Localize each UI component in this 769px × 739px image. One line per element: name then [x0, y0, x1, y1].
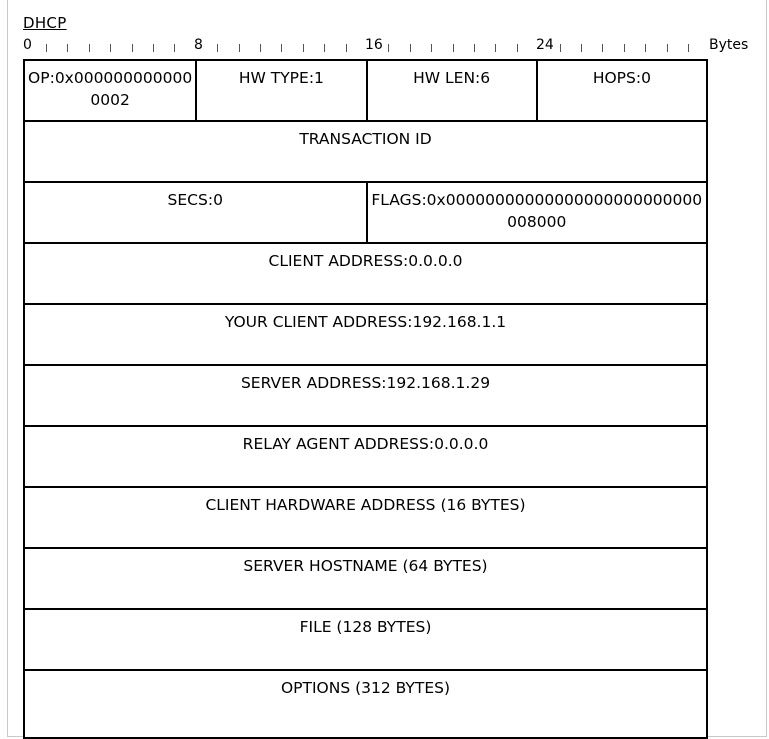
ruler-label-8: 8 — [194, 37, 203, 53]
dhcp-packet-diagram — [23, 59, 708, 739]
ruler-tick — [346, 44, 347, 52]
ruler-tick — [453, 44, 454, 52]
bit-ruler — [0, 36, 769, 56]
transaction-id-field: TRANSACTION ID — [299, 130, 432, 148]
row-options — [25, 671, 706, 737]
ruler-tick — [217, 44, 218, 52]
ruler-tick — [410, 44, 411, 52]
client-hardware-address-field: CLIENT HARDWARE ADDRESS (16 BYTES) — [205, 496, 526, 514]
ruler-tick — [688, 44, 689, 52]
row-your-client-address — [25, 305, 706, 366]
ruler-tick — [239, 44, 240, 52]
ruler-label-16: 16 — [365, 37, 383, 53]
ruler-tick — [67, 44, 68, 52]
row-client-address — [25, 244, 706, 305]
client-address-field: CLIENT ADDRESS:0.0.0.0 — [268, 252, 463, 270]
ruler-tick — [495, 44, 496, 52]
row-server-hostname — [25, 549, 706, 610]
ruler-tick — [174, 44, 175, 52]
ruler-tick — [624, 44, 625, 52]
row-client-hardware-address — [25, 488, 706, 549]
ruler-tick — [89, 44, 90, 52]
ruler-tick — [303, 44, 304, 52]
ruler-tick — [560, 44, 561, 52]
row-relay-agent-address — [25, 427, 706, 488]
ruler-tick — [667, 44, 668, 52]
hw-len-field: HW LEN:6 — [366, 61, 536, 120]
diagram-title: DHCP — [23, 14, 67, 32]
row-secs-flags — [25, 183, 706, 244]
ruler-label-24: 24 — [536, 37, 554, 53]
ruler-tick — [602, 44, 603, 52]
server-address-field: SERVER ADDRESS:192.168.1.29 — [240, 374, 491, 392]
ruler-tick — [153, 44, 154, 52]
row-server-address — [25, 366, 706, 427]
ruler-tick — [517, 44, 518, 52]
server-hostname-field: SERVER HOSTNAME (64 BYTES) — [243, 557, 488, 575]
ruler-tick — [281, 44, 282, 52]
ruler-unit-label: Bytes — [709, 37, 749, 53]
row-header-fields — [25, 61, 706, 122]
your-client-address-field: YOUR CLIENT ADDRESS:192.168.1.1 — [224, 313, 507, 331]
flags-field: FLAGS:0x00000000000000000000000000008000 — [366, 183, 707, 242]
ruler-tick — [431, 44, 432, 52]
hw-type-field: HW TYPE:1 — [195, 61, 365, 120]
ruler-tick — [260, 44, 261, 52]
ruler-tick — [645, 44, 646, 52]
ruler-label-0: 0 — [23, 37, 32, 53]
row-file — [25, 610, 706, 671]
relay-agent-address-field: RELAY AGENT ADDRESS:0.0.0.0 — [242, 435, 489, 453]
ruler-tick — [474, 44, 475, 52]
ruler-tick — [132, 44, 133, 52]
ruler-tick — [581, 44, 582, 52]
ruler-tick — [388, 44, 389, 52]
ruler-tick — [324, 44, 325, 52]
row-transaction-id — [25, 122, 706, 183]
ruler-tick — [110, 44, 111, 52]
hops-field: HOPS:0 — [536, 61, 706, 120]
file-field: FILE (128 BYTES) — [299, 618, 432, 636]
secs-field: SECS:0 — [167, 191, 223, 209]
options-field: OPTIONS (312 BYTES) — [280, 679, 451, 697]
op-field: OP:0x0000000000000002 — [28, 69, 193, 109]
ruler-tick — [46, 44, 47, 52]
